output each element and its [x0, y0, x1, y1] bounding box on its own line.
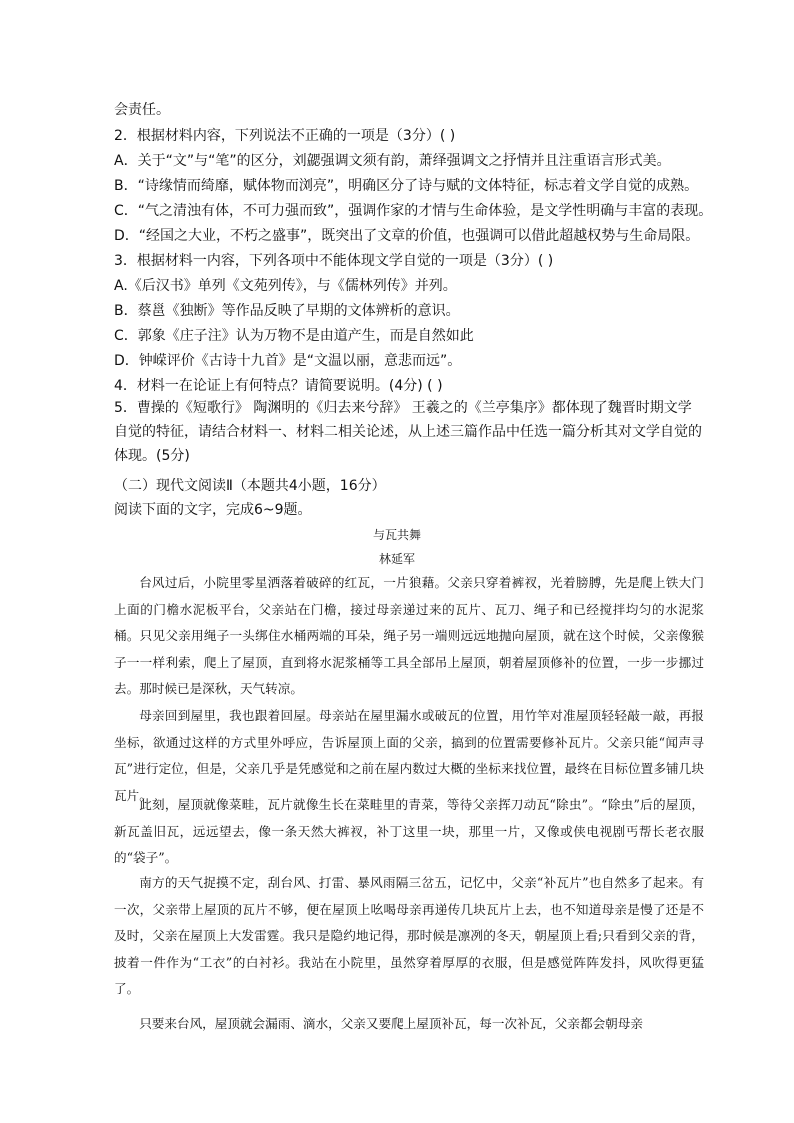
reading-instruction: 阅读下面的文字，完成6~9题。	[114, 502, 312, 518]
q3-option-b: B．蔡邕《独断》等作品反映了早期的文体辨析的意识。	[114, 303, 460, 319]
essay-paragraph: 母亲回到屋里，我也跟着回屋。母亲站在屋里漏水或破瓦的位置，用竹竿对准屋顶轻轻敲一敲，再报坐标，欲通过这样的方式里外呼应，告诉屋顶上面的父亲，搞到的位置需要修补瓦片。父亲只能“闻声寻瓦”进行定位，但是，父亲几乎是凭感觉和之前在屋内数过大概的坐标来找位置，最终在目标位置多铺几块瓦片。	[114, 708, 704, 803]
essay-author: 林延军	[378, 552, 415, 566]
q2-stem: 2．根据材料内容，下列说法不正确的一项是（3分）( )	[114, 128, 456, 144]
q2-option-d: D．“经国之大业，不朽之盛事”，既突出了文章的价值，也强调可以借此超越权势与生命局限。	[114, 228, 700, 244]
q2-option-b: B．“诗缘情而绮靡，赋体物而浏亮”，明确区分了诗与赋的文体特征，标志着文学自觉的成熟。	[114, 178, 699, 194]
q5: 5．曹操的《短歌行》 陶渊明的《归去来兮辞》 王羲之的《兰亭集序》都体现了魏晋时期文学自觉的特征，请结合材料一、材料二相关论述，从上述三篇作品中任选一篇分析其对文学自觉的体现。(5分)	[114, 400, 702, 464]
q3-option-a: A.《后汉书》单列《文苑列传》，与《儒林列传》并列。	[114, 278, 457, 294]
q4: 4．材料一在论证上有何特点？请简要说明。(4分) ( )	[114, 378, 443, 394]
q2-option-a: A．关于“文”与“笔”的区分，刘勰强调文须有韵，萧绎强调文之抒情并且注重语言形式美。	[114, 153, 671, 169]
essay-paragraph: 南方的天气捉摸不定，刮台风、打雷、暴风雨隔三岔五，记忆中，父亲“补瓦片”也自然多了起来。有一次，父亲带上屋顶的瓦片不够，便在屋顶上吆喝母亲再递传几块瓦片上去，也不知道母亲是慢了还是不及时，父亲在屋顶上大发雷霆。我只是隐约地记得，那时候是凛冽的冬天，朝屋顶上看;只看到父亲的背，披着一件作为“工衣”的白衬衫。我站在小院里，虽然穿着厚厚的衣服，但是感觉阵阵发抖，风吹得更猛了。	[114, 875, 704, 997]
essay-paragraph: 台风过后，小院里零星洒落着破碎的红瓦，一片狼藉。父亲只穿着裤衩，光着膀膊，先是爬上铁大门上面的门檐水泥板平台，父亲站在门檐，接过母亲递过来的瓦片、瓦刀、绳子和已经搅拌均匀的水泥浆桶。只见父亲用绳子一头绑住水桶两端的耳朵，绳子另一端则远远地抛向屋顶，就在这个时候，父亲像猴子一一样利索，爬上了屋顶，直到将水泥浆桶等工具全部吊上屋顶，朝着屋顶修补的位置，一步一步挪过去。那时候已是深秋，天气转凉。	[114, 575, 704, 697]
q1-tail: 会责任。	[114, 102, 170, 118]
q2-option-c: C．“气之清浊有体，不可力强而致”，强调作家的才情与生命体验，是文学性明确与丰富的表现。	[114, 203, 713, 219]
q3-option-c: C．郭象《庄子注》认为万物不是由道产生，而是自然如此	[114, 328, 474, 344]
essay-paragraph: 只要来台风，屋顶就会漏雨、滴水，父亲又要爬上屋顶补瓦，每一次补瓦，父亲都会朝母亲	[139, 1016, 643, 1031]
q3-option-d: D．钟嵘评价《古诗十九首》是“文温以丽，意悲而远”。	[114, 353, 462, 369]
essay-title: 与瓦共舞	[372, 528, 421, 542]
q3-stem: 3．根据材料一内容，下列各项中不能体现文学自觉的一项是（3分）( )	[114, 253, 554, 269]
section-heading: （二）现代文阅读Ⅱ（本题共4小题，16分）	[114, 478, 386, 494]
essay-paragraph: 此刻，屋顶就像菜畦，瓦片就像生长在菜畦里的青菜，等待父亲挥刀动瓦“除虫”。“除虫”后的屋顶，新瓦盖旧瓦，远远望去，像一条天然大裤衩，补丁这里一块，那里一片，又像或侠电视剧丐帮长老衣服的“袋子”。	[114, 797, 704, 866]
